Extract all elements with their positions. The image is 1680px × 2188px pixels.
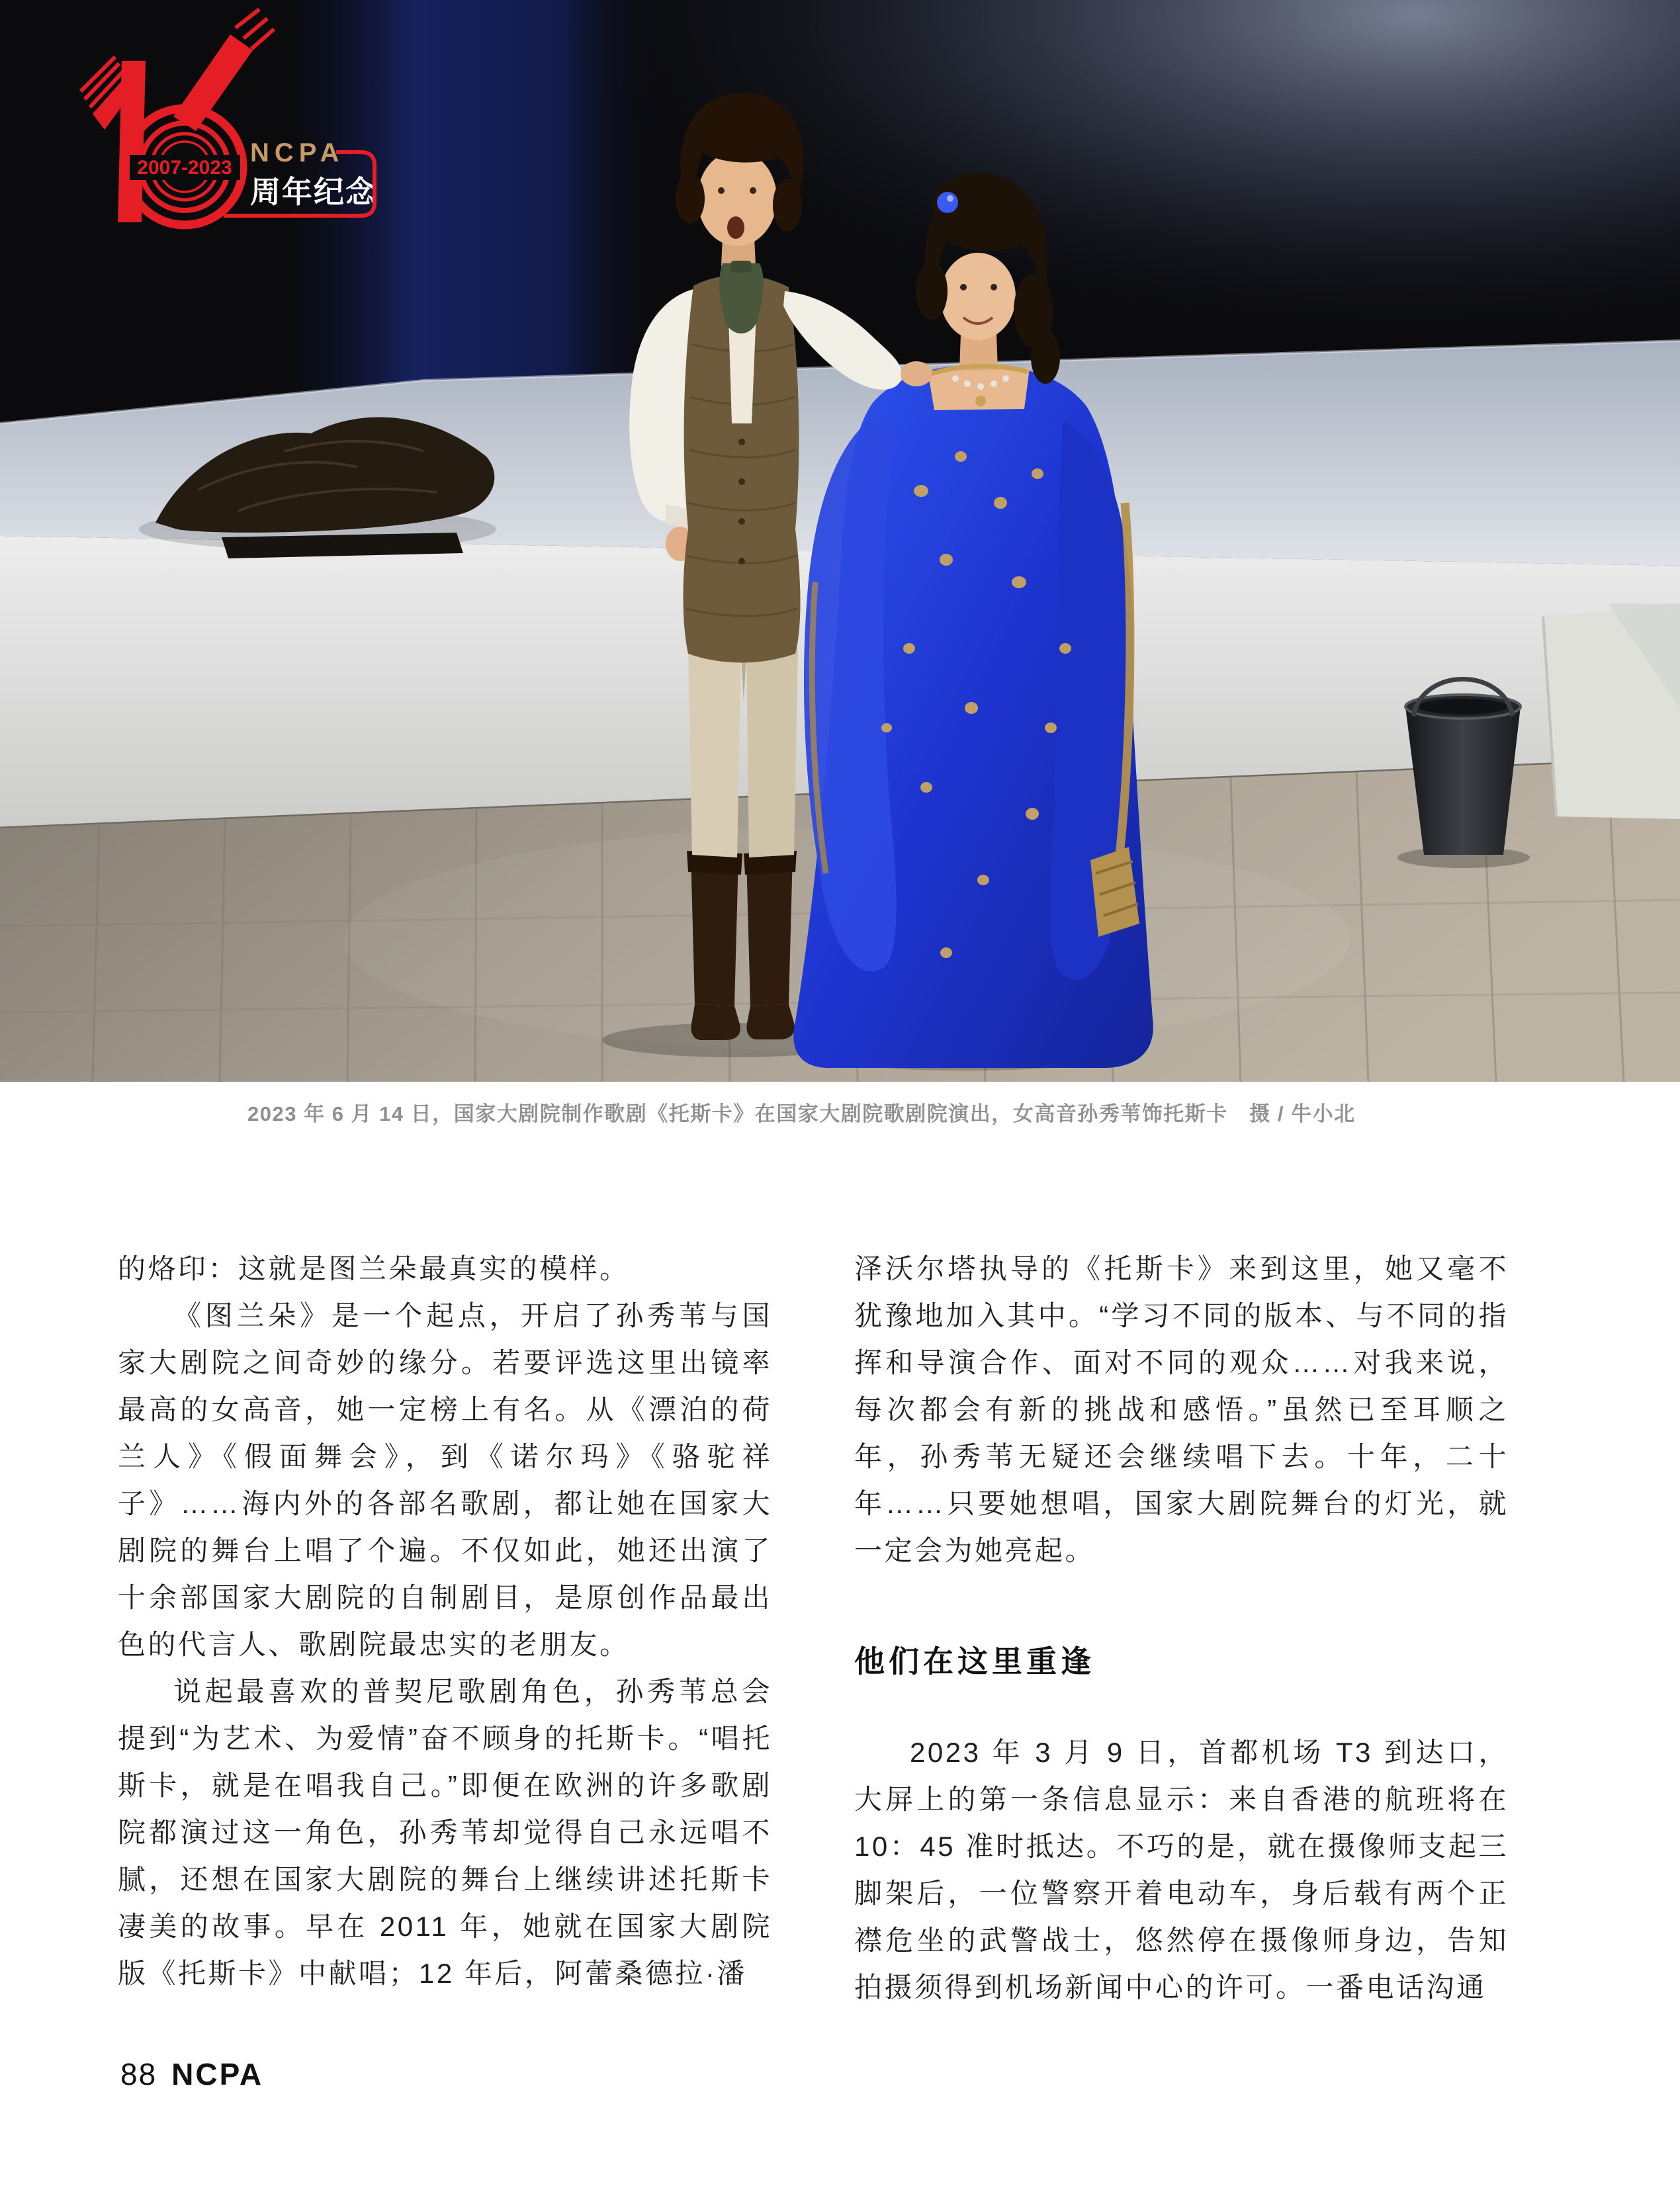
left-column	[118, 1245, 772, 2011]
stage-photo	[0, 0, 1680, 1082]
page-number: 88	[120, 2057, 157, 2091]
section-heading: 他们在这里重逢	[854, 1644, 1095, 1679]
photo-caption: 2023 年 6 月 14 日，国家大剧院制作歌剧《托斯卡》在国家大剧院歌剧院演出，女高音孙秀苇饰托斯卡 摄 / 牛小北	[247, 1102, 1356, 1125]
right-column	[854, 1245, 1509, 2011]
paragraph: 泽沃尔塔执导的《托斯卡》来到这里，她又毫不犹豫地加入其中。“学习不同的版本、与不同的指挥和导演合作、面对不同的观众……对我来说，每次都会有新的挑战和感悟。”虽然已至耳顺之年，孙秀苇无疑还会继续唱下去。十年，二十年……只要她想唱，国家大剧院舞台的灯光，就一定会为她亮起。	[854, 1253, 1509, 1566]
logo-subtitle: 周年纪念	[250, 175, 377, 209]
logo-org: NCPA	[250, 138, 345, 167]
anniversary-logo-graphic	[0, 0, 463, 251]
paragraph: 说起最喜欢的普契尼歌剧角色，孙秀苇总会提到“为艺术、为爱情”奋不顾身的托斯卡。“唱托斯卡，就是在唱我自己。”即便在欧洲的许多歌剧院都演过这一角色，孙秀苇却觉得自己永远唱不腻，还想在国家大剧院的舞台上继续讲述托斯卡凄美的故事。早在 2011 年，她就在国家大剧院版《托斯卡》中献唱；12 年后，阿蕾桑德拉·潘	[118, 1676, 772, 1989]
article-body	[118, 1245, 1509, 2011]
logo-16	[81, 9, 274, 225]
ncpa-anniversary-logo	[0, 0, 463, 251]
logo-years: 2007-2023	[137, 157, 232, 179]
paragraph: 《图兰朵》是一个起点，开启了孙秀苇与国家大剧院之间奇妙的缘分。若要评选这里出镜率最高的女高音，她一定榜上有名。从《漂泊的荷兰人》《假面舞会》，到《诺尔玛》《骆驼祥子》……海内外的各部名歌剧，都让她在国家大剧院的舞台上唱了个遍。不仅如此，她还出演了十余部国家大剧院的自制剧目，是原创作品最出色的代言人、歌剧院最忠实的老朋友。	[118, 1300, 772, 1660]
footer-brand: NCPA	[171, 2057, 264, 2091]
page-footer	[120, 2056, 263, 2092]
paragraph: 的烙印：这就是图兰朵最真实的模样。	[118, 1253, 630, 1284]
right-set-wall	[1543, 603, 1680, 819]
paragraph: 2023 年 3 月 9 日，首都机场 T3 到达口，大屏上的第一条信息显示：来自香港的航班将在 10：45 准时抵达。不巧的是，就在摄像师支起三脚架后，一位警察开着电动车，身后载有两个正襟危坐的武警战士，悠然停在摄像师身边，告知拍摄须得到机场新闻中心的许可。一番电话沟通	[854, 1737, 1509, 2003]
